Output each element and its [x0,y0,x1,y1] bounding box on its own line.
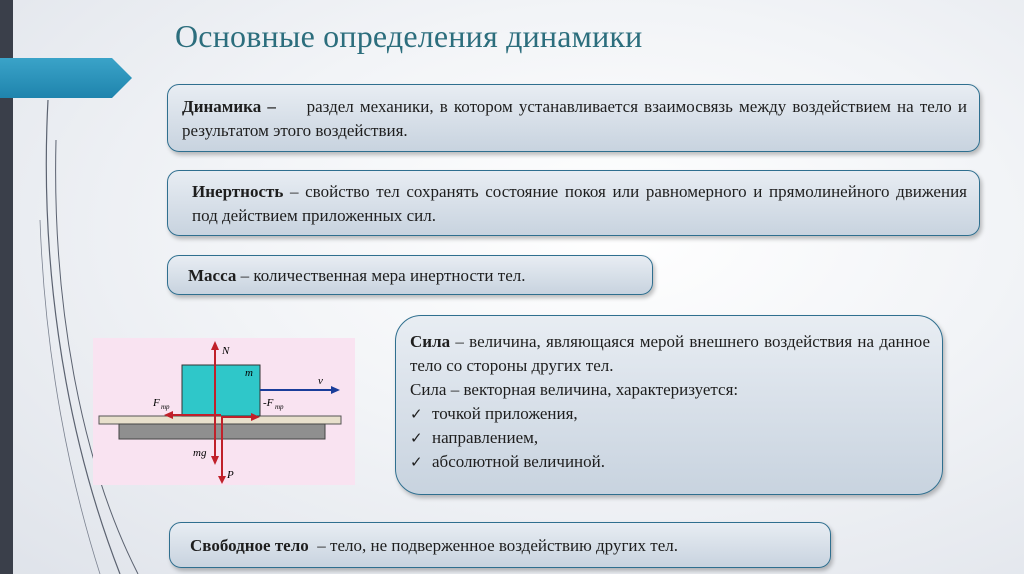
label-weight: P [227,469,234,481]
text-inertia: – свойство тел сохранять состояние покоя или равномерного и прямолинейного движения под действием приложенных сил. [192,182,967,225]
checkmark-icon: ✓ [410,429,423,447]
gravity-arrowhead [211,456,219,465]
checkmark-icon: ✓ [410,405,423,423]
text-force: – величина, являющаяся мерой внешнего воздействия на данное тело со стороны других тел. [410,332,930,375]
accent-arrow-tab [0,58,132,98]
checkmark-icon: ✓ [410,453,423,471]
term-free-body: Свободное тело [190,536,309,555]
weight-arrowhead [218,476,226,484]
definition-free-body [169,522,831,568]
definition-inertia [167,170,980,236]
label-friction: F [153,397,160,409]
list-item [410,402,930,426]
text-mass: – количественная мера инертности тел. [236,266,526,285]
label-reaction-friction-subscript: тр [275,403,284,411]
label-reaction-friction: -F [263,397,274,409]
surface-top [99,416,341,424]
label-normal-force: N [222,345,230,357]
label-velocity: v [318,375,323,387]
text-free-body: – тело, не подверженное воздействию других тел. [313,536,678,555]
list-item [410,426,930,450]
force-diagram [93,338,355,485]
label-friction-subscript: тр [161,403,170,411]
force-definition-text [410,330,930,378]
force-characteristics-list [410,402,930,474]
label-mass: m [245,367,253,379]
definition-mass [167,255,653,295]
force-vector-line: Сила – векторная величина, характеризуется: [410,380,739,399]
normal-force-arrowhead [211,341,219,350]
term-dynamics: Динамика – [182,97,276,116]
definition-dynamics [167,84,980,152]
term-inertia: Инертность [192,182,284,201]
slide-title: Основные определения динамики [175,18,643,54]
list-item [410,450,930,474]
definition-force [395,315,943,495]
list-item-text: абсолютной величиной. [432,452,605,471]
list-item-text: направлением, [432,428,539,447]
list-item-text: точкой приложения, [432,404,578,423]
label-gravity: mg [193,447,207,459]
force-diagram-svg [93,338,355,485]
text-dynamics: раздел механики, в котором устанавливается взаимосвязь между воздействием на тело и результатом этого воздействия. [182,97,968,140]
term-force: Сила [410,332,451,351]
term-mass: Масса [188,266,237,285]
velocity-arrowhead [331,386,340,394]
